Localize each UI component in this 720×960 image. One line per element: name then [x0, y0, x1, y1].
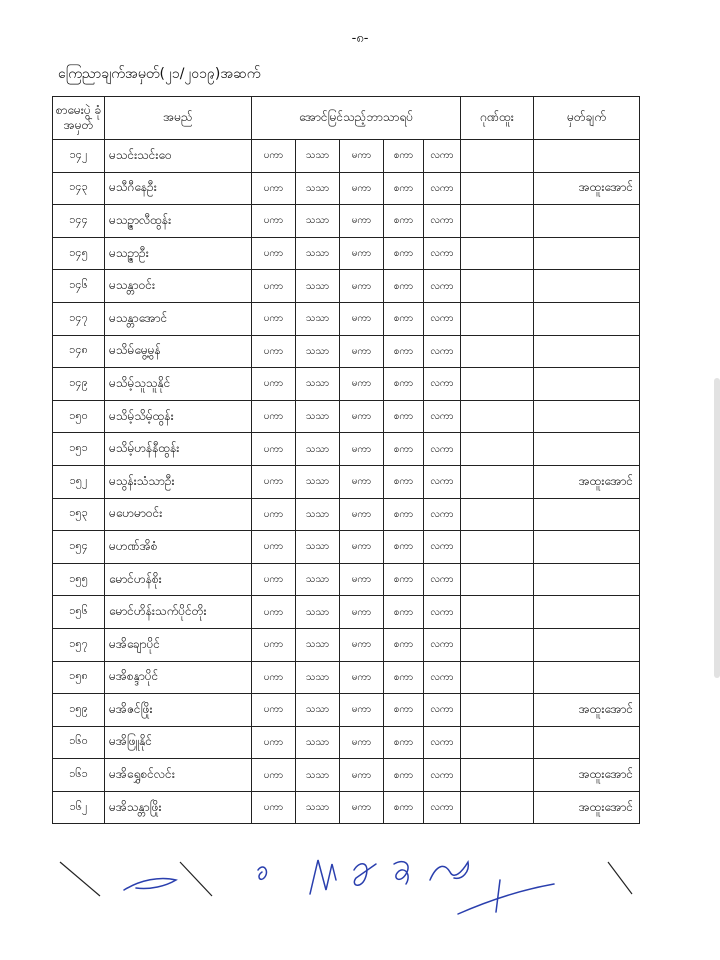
subject-cell: သသာ [296, 759, 340, 792]
student-name-cell: မအိဖြူနိုင် [105, 726, 252, 759]
subject-cell: ပကာ [252, 270, 296, 303]
remark-cell [534, 205, 640, 238]
roll-number-cell: ၁၅၃ [53, 498, 105, 531]
distinction-cell [461, 498, 534, 531]
subject-cell: သသာ [296, 172, 340, 205]
student-name-cell: မသဉ္ဇာဦး [105, 237, 252, 270]
table-row [53, 465, 640, 498]
subject-cell: ပကာ [252, 498, 296, 531]
student-name-cell: မသဉ္ဇာလီထွန်း [105, 205, 252, 238]
table-row [53, 172, 640, 205]
table-row [53, 302, 640, 335]
subject-cell: သသာ [296, 694, 340, 727]
student-name-cell: မသိမ့်ဟန်နီထွန်း [105, 433, 252, 466]
roll-number-cell: ၁၅၂ [53, 465, 105, 498]
subject-cell: လကာ [424, 628, 461, 661]
table-row [53, 270, 640, 303]
remark-cell: အထူးအောင် [534, 465, 640, 498]
subject-cell: ပကာ [252, 596, 296, 629]
subject-cell: စကာ [384, 335, 424, 368]
roll-number-cell: ၁၅၄ [53, 531, 105, 564]
subject-cell: စကာ [384, 726, 424, 759]
subject-cell: ပကာ [252, 759, 296, 792]
subject-cell: စကာ [384, 140, 424, 173]
signature-5 [394, 862, 408, 884]
header-roll-no: စာမေးပွဲ ခုံအမှတ် [53, 97, 105, 140]
subject-cell: ပကာ [252, 563, 296, 596]
student-name-cell: မသိမ်မွေ့မွန် [105, 335, 252, 368]
table-row [53, 531, 640, 564]
subject-cell: လကာ [424, 563, 461, 596]
subject-cell: လကာ [424, 726, 461, 759]
subject-cell: မကာ [340, 596, 384, 629]
student-name-cell: မအိဇင်ဖြိုး [105, 694, 252, 727]
subject-cell: သသာ [296, 335, 340, 368]
subject-cell: ပကာ [252, 237, 296, 270]
subject-cell: လကာ [424, 335, 461, 368]
distinction-cell [461, 531, 534, 564]
distinction-cell [461, 433, 534, 466]
table-row [53, 791, 640, 824]
signature-1 [124, 878, 176, 890]
subject-cell: မကာ [340, 563, 384, 596]
roll-number-cell: ၁၄၂ [53, 140, 105, 173]
remark-cell [534, 498, 640, 531]
remark-cell [534, 531, 640, 564]
slash-mark [608, 862, 632, 894]
subject-cell: သသာ [296, 596, 340, 629]
distinction-cell [461, 400, 534, 433]
subject-cell: မကာ [340, 694, 384, 727]
distinction-cell [461, 237, 534, 270]
student-name-cell: မသင်းသင်းဝေ [105, 140, 252, 173]
distinction-cell [461, 140, 534, 173]
subject-cell: ပကာ [252, 726, 296, 759]
subject-cell: ပကာ [252, 205, 296, 238]
roll-number-cell: ၁၄၆ [53, 270, 105, 303]
subject-cell: လကာ [424, 791, 461, 824]
distinction-cell [461, 172, 534, 205]
remark-cell [534, 661, 640, 694]
subject-cell: စကာ [384, 531, 424, 564]
subject-cell: သသာ [296, 531, 340, 564]
subject-cell: စကာ [384, 368, 424, 401]
remark-cell [534, 302, 640, 335]
signature-6 [430, 862, 468, 880]
distinction-cell [461, 596, 534, 629]
subject-cell: မကာ [340, 302, 384, 335]
table-row [53, 628, 640, 661]
table-row [53, 661, 640, 694]
remark-cell [534, 237, 640, 270]
subject-cell: သသာ [296, 433, 340, 466]
roll-number-cell: ၁၅၈ [53, 661, 105, 694]
subject-cell: လကာ [424, 661, 461, 694]
subject-cell: ပကာ [252, 661, 296, 694]
roll-number-cell: ၁၄၃ [53, 172, 105, 205]
subject-cell: စကာ [384, 661, 424, 694]
scrollbar[interactable] [714, 378, 720, 678]
subject-cell: ပကာ [252, 368, 296, 401]
student-name-cell: မဟေမာဝင်း [105, 498, 252, 531]
subject-cell: လကာ [424, 302, 461, 335]
remark-cell [534, 628, 640, 661]
subject-cell: လကာ [424, 172, 461, 205]
remark-cell [534, 140, 640, 173]
subject-cell: စကာ [384, 596, 424, 629]
subject-cell: လကာ [424, 400, 461, 433]
subject-cell: စကာ [384, 172, 424, 205]
subject-cell: သသာ [296, 791, 340, 824]
slash-mark [180, 862, 212, 896]
subject-cell: လကာ [424, 140, 461, 173]
subject-cell: မကာ [340, 628, 384, 661]
roll-number-cell: ၁၅၆ [53, 596, 105, 629]
subject-cell: မကာ [340, 400, 384, 433]
subject-cell: ပကာ [252, 628, 296, 661]
signature-2 [258, 867, 266, 879]
student-name-cell: မသန္တာအောင် [105, 302, 252, 335]
subject-cell: သသာ [296, 661, 340, 694]
remark-cell: အထူးအောင် [534, 172, 640, 205]
subject-cell: စကာ [384, 302, 424, 335]
subject-cell: သသာ [296, 498, 340, 531]
table-row [53, 596, 640, 629]
subject-cell: စကာ [384, 791, 424, 824]
roll-number-cell: ၁၄၈ [53, 335, 105, 368]
student-name-cell: မအိချောပိုင် [105, 628, 252, 661]
student-name-cell: မသီဂီနေဦး [105, 172, 252, 205]
distinction-cell [461, 726, 534, 759]
subject-cell: စကာ [384, 694, 424, 727]
student-name-cell: မအိစန္ဒာပိုင် [105, 661, 252, 694]
table-row [53, 400, 640, 433]
table-row [53, 563, 640, 596]
remark-cell [534, 596, 640, 629]
subject-cell: မကာ [340, 172, 384, 205]
distinction-cell [461, 205, 534, 238]
student-name-cell: မောင်ဟန်စိုး [105, 563, 252, 596]
table-row [53, 140, 640, 173]
table-row [53, 726, 640, 759]
table-row [53, 759, 640, 792]
roll-number-cell: ၁၄၉ [53, 368, 105, 401]
subject-cell: ပကာ [252, 433, 296, 466]
student-name-cell: မဟဏ်အိစံ [105, 531, 252, 564]
subject-cell: သသာ [296, 237, 340, 270]
table-row [53, 433, 640, 466]
roll-number-cell: ၁၅၇ [53, 628, 105, 661]
remark-cell: အထူးအောင် [534, 694, 640, 727]
remark-cell [534, 726, 640, 759]
subject-cell: စကာ [384, 628, 424, 661]
student-name-cell: မောင်ဟိန်းသက်ပိုင်တိုး [105, 596, 252, 629]
subject-cell: သသာ [296, 465, 340, 498]
roll-number-cell: ၁၅၉ [53, 694, 105, 727]
subject-cell: စကာ [384, 498, 424, 531]
subject-cell: စကာ [384, 400, 424, 433]
subject-cell: သသာ [296, 400, 340, 433]
student-name-cell: မသိမ့်သိမ့်ထွန်း [105, 400, 252, 433]
subject-cell: ပကာ [252, 335, 296, 368]
subject-cell: စကာ [384, 237, 424, 270]
subject-cell: သသာ [296, 628, 340, 661]
subject-cell: မကာ [340, 270, 384, 303]
subject-cell: သသာ [296, 302, 340, 335]
subject-cell: မကာ [340, 791, 384, 824]
table-row [53, 335, 640, 368]
subject-cell: မကာ [340, 726, 384, 759]
remark-cell: အထူးအောင် [534, 759, 640, 792]
subject-cell: စကာ [384, 759, 424, 792]
subject-cell: လကာ [424, 694, 461, 727]
roll-number-cell: ၁၆၂ [53, 791, 105, 824]
subject-cell: ပကာ [252, 465, 296, 498]
subject-cell: သသာ [296, 563, 340, 596]
signature-3 [310, 860, 336, 894]
slash-mark [60, 862, 100, 896]
distinction-cell [461, 759, 534, 792]
subject-cell: ပကာ [252, 791, 296, 824]
roll-number-cell: ၁၅၁ [53, 433, 105, 466]
subject-cell: လကာ [424, 368, 461, 401]
distinction-cell [461, 368, 534, 401]
remark-cell [534, 270, 640, 303]
distinction-cell [461, 563, 534, 596]
subject-cell: ပကာ [252, 302, 296, 335]
subject-cell: မကာ [340, 661, 384, 694]
student-name-cell: မသွန်းသံသာဦး [105, 465, 252, 498]
subject-cell: စကာ [384, 270, 424, 303]
subject-cell: လကာ [424, 433, 461, 466]
table-row [53, 205, 640, 238]
results-table [52, 96, 640, 824]
subject-cell: မကာ [340, 368, 384, 401]
subject-cell: လကာ [424, 465, 461, 498]
remark-cell [534, 433, 640, 466]
subject-cell: လကာ [424, 596, 461, 629]
subject-cell: မကာ [340, 433, 384, 466]
remark-cell [534, 368, 640, 401]
distinction-cell [461, 694, 534, 727]
subject-cell: သသာ [296, 205, 340, 238]
distinction-cell [461, 465, 534, 498]
distinction-cell [461, 302, 534, 335]
subject-cell: မကာ [340, 237, 384, 270]
page-number: -၈- [351, 31, 369, 46]
student-name-cell: မသိမ့်သူသူနိုင် [105, 368, 252, 401]
table-row [53, 498, 640, 531]
subject-cell: မကာ [340, 759, 384, 792]
distinction-cell [461, 270, 534, 303]
subject-cell: ပကာ [252, 531, 296, 564]
subject-cell: လကာ [424, 759, 461, 792]
signature-area [0, 850, 720, 960]
subject-cell: လကာ [424, 498, 461, 531]
subject-cell: မကာ [340, 140, 384, 173]
table-header-row [53, 97, 640, 140]
subject-cell: လကာ [424, 270, 461, 303]
announcement-caption: ကြေညာချက်အမှတ်(၂၁/၂၀၁၉)အဆက် [58, 66, 261, 82]
student-name-cell: မအိရွှေစင်လင်း [105, 759, 252, 792]
remark-cell: အထူးအောင် [534, 791, 640, 824]
subject-cell: စကာ [384, 433, 424, 466]
subject-cell: ပကာ [252, 694, 296, 727]
table-row [53, 694, 640, 727]
header-name: အမည် [105, 97, 252, 140]
remark-cell [534, 563, 640, 596]
subject-cell: မကာ [340, 465, 384, 498]
table-row [53, 368, 640, 401]
subject-cell: လကာ [424, 531, 461, 564]
roll-number-cell: ၁၄၅ [53, 237, 105, 270]
remark-cell [534, 400, 640, 433]
roll-number-cell: ၁၆၁ [53, 759, 105, 792]
subject-cell: မကာ [340, 335, 384, 368]
subject-cell: ပကာ [252, 172, 296, 205]
roll-number-cell: ၁၆၀ [53, 726, 105, 759]
subject-cell: မကာ [340, 498, 384, 531]
subject-cell: မကာ [340, 531, 384, 564]
subject-cell: လကာ [424, 237, 461, 270]
subject-cell: လကာ [424, 205, 461, 238]
header-subjects: အောင်မြင်သည့်ဘာသာရပ် [252, 97, 461, 140]
student-name-cell: မသန္တာဝင်း [105, 270, 252, 303]
subject-cell: ပကာ [252, 400, 296, 433]
subject-cell: စကာ [384, 563, 424, 596]
subject-cell: သသာ [296, 140, 340, 173]
table-row [53, 237, 640, 270]
header-remarks: မှတ်ချက် [534, 97, 640, 140]
distinction-cell [461, 791, 534, 824]
subject-cell: သသာ [296, 270, 340, 303]
subject-cell: စကာ [384, 205, 424, 238]
signature-4 [354, 864, 376, 886]
roll-number-cell: ၁၄၇ [53, 302, 105, 335]
subject-cell: ပကာ [252, 140, 296, 173]
subject-cell: စကာ [384, 465, 424, 498]
distinction-cell [461, 661, 534, 694]
distinction-cell [461, 335, 534, 368]
roll-number-cell: ၁၅၀ [53, 400, 105, 433]
remark-cell [534, 335, 640, 368]
roll-number-cell: ၁၄၄ [53, 205, 105, 238]
subject-cell: သသာ [296, 726, 340, 759]
signature-7 [458, 880, 554, 914]
slash-marks [60, 862, 632, 896]
roll-number-cell: ၁၅၅ [53, 563, 105, 596]
distinction-cell [461, 628, 534, 661]
header-distinction: ဂုဏ်ထူး [461, 97, 534, 140]
student-name-cell: မအိသန္တာဖြိုး [105, 791, 252, 824]
subject-cell: သသာ [296, 368, 340, 401]
subject-cell: မကာ [340, 205, 384, 238]
